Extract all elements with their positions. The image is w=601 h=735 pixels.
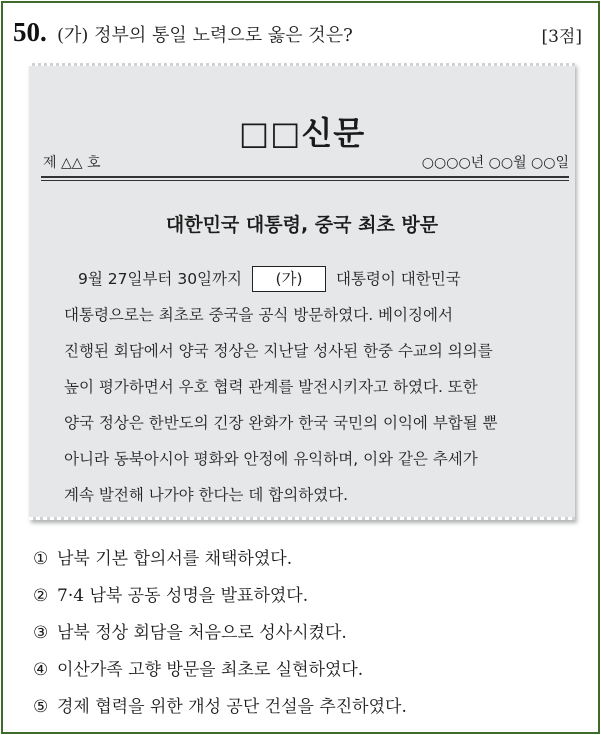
option-marker: ① [33, 549, 49, 569]
article-line: 진행된 회담에서 양국 정상은 지난달 성사된 한중 수교의 의의를 [64, 342, 493, 360]
question-number: 50. [13, 17, 47, 47]
article-line: 양국 정상은 한반도의 긴장 완화가 한국 국민의 이익에 부합될 뿐 [64, 414, 498, 432]
article-line [64, 261, 554, 297]
article-line: 계속 발전해 나가야 한다는 데 합의하였다. [64, 486, 349, 504]
newspaper-date: ○○○○년 ○○월 ○○일 [421, 155, 569, 171]
newspaper-issue: 제 △△ 호 [43, 155, 101, 171]
points-label: [3점] [541, 27, 582, 47]
option-text: 이산가족 고향 방문을 최초로 실현하였다. [57, 660, 364, 680]
option-marker: ③ [33, 623, 49, 643]
option-text: 남북 기본 합의서를 채택하였다. [57, 549, 293, 569]
answer-options [33, 541, 573, 726]
article-line: 높이 평가하면서 우호 협력 관계를 발전시키자고 하였다. 또한 [64, 378, 478, 396]
option-marker: ② [33, 586, 49, 606]
newspaper-masthead: □□신문 [238, 114, 366, 152]
question-text: (가) 정부의 통일 노력으로 옳은 것은? [57, 25, 353, 46]
article-body [64, 261, 554, 513]
answer-option-2[interactable] [33, 578, 573, 615]
answer-option-1[interactable] [33, 541, 573, 578]
masthead-rule-thick [41, 176, 569, 178]
article-line: 대통령으로는 최초로 중국을 공식 방문하였다. 베이징에서 [64, 306, 453, 324]
newspaper-clipping [29, 63, 575, 520]
article-headline: 대한민국 대통령, 중국 최초 방문 [165, 214, 439, 236]
option-text: 7·4 남북 공동 성명을 발표하였다. [57, 586, 309, 606]
article-line-end: 대통령이 대한민국 [335, 270, 461, 288]
option-text: 경제 협력을 위한 개성 공단 건설을 추진하였다. [57, 697, 407, 717]
option-marker: ④ [33, 660, 49, 680]
masthead-rule-thin [41, 180, 569, 181]
question-header [13, 17, 586, 53]
answer-option-3[interactable] [33, 615, 573, 652]
option-marker: ⑤ [33, 697, 49, 717]
blank-ga-box: (가) [252, 266, 326, 292]
answer-option-5[interactable] [33, 689, 573, 726]
article-line-start: 9월 27일부터 30일까지 [78, 270, 242, 288]
article-line: 아니라 동북아시아 평화와 안정에 유익하며, 이와 같은 추세가 [64, 450, 478, 468]
answer-option-4[interactable] [33, 652, 573, 689]
question-frame [1, 1, 600, 734]
option-text: 남북 정상 회담을 처음으로 성사시켰다. [57, 623, 347, 643]
